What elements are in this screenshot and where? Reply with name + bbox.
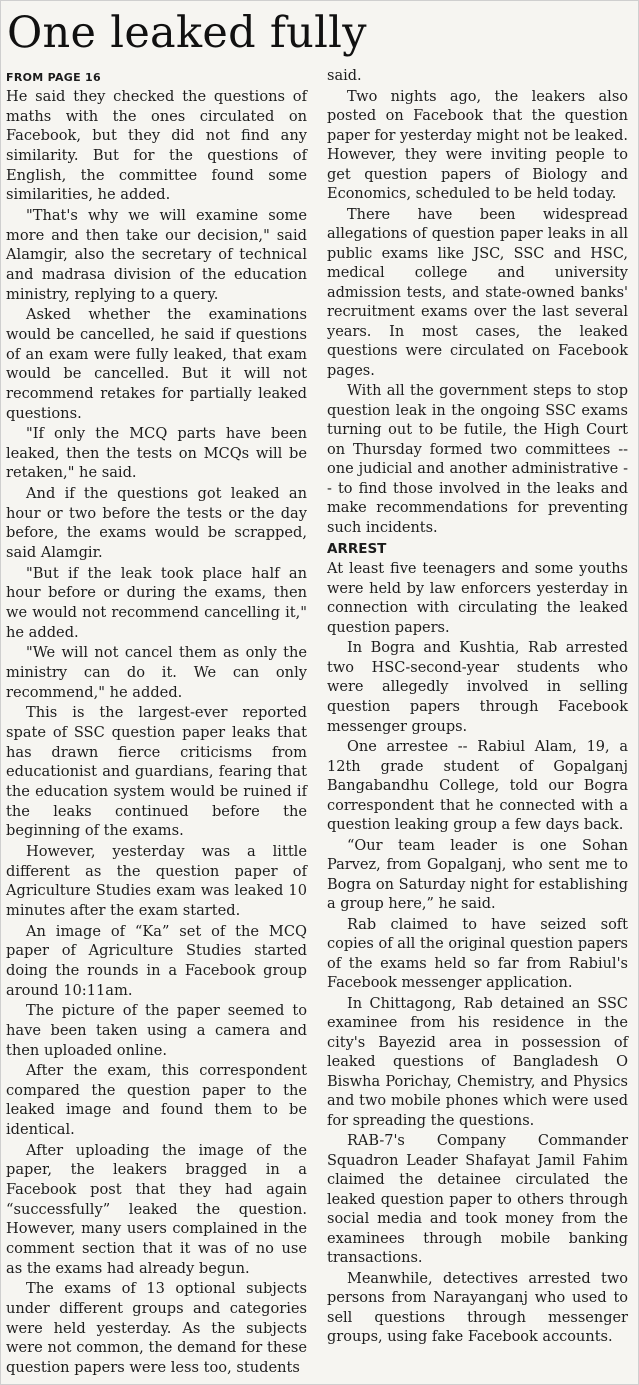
paragraph: One arrestee -- Rabiul Alam, 19, a 12th grade student of Gopalganj Bangabandhu College, told our Bogra correspondent that he connected with a question leaking group a few days back. xyxy=(327,739,628,834)
paragraph: "If only the MCQ parts have been leaked, then the tests on MCQs will be retaken," he said. xyxy=(6,425,307,482)
paragraph: In Bogra and Kushtia, Rab arrested two HSC-second-year students who were allegedly involved in selling question papers through Facebook messenger groups. xyxy=(327,640,628,735)
paragraph: There have been widespread allegations of question paper leaks in all public exams like JSC, SSC and HSC, medical college and university admission tests, and state-owned banks' recruitment exams over the last several years. In most cases, the leaked questions were circulated on Facebook pages. xyxy=(327,206,628,379)
paragraph: Two nights ago, the leakers also posted on Facebook that the question paper for yesterday might not be leaked. However, they were inviting people to get question papers of Biology and Economics, scheduled to be held today. xyxy=(327,88,628,203)
paragraph: He said they checked the questions of maths with the ones circulated on Facebook, but they did not find any similarity. But for the questions of English, the committee found some similarities, he added. xyxy=(6,88,307,204)
paragraph: The picture of the paper seemed to have been taken using a camera and then uploaded online. xyxy=(6,1002,307,1059)
paragraph: With all the government steps to stop question leak in the ongoing SSC exams turning out to be futile, the High Court on Thursday formed two committees -- one judicial and another administrative -- to find those involved in the leaks and make recommendations for preventing such incidents. xyxy=(327,383,628,536)
paragraph: Asked whether the examinations would be cancelled, he said if questions of an exam were fully leaked, that exam would be cancelled. But it will not recommend retakes for partially leaked questions. xyxy=(6,306,307,422)
paragraph-continued: said. xyxy=(327,68,362,84)
paragraph: "That's why we will examine some more and then take our decision," said Alamgir, also the secretary of technical and madrasa division of the education ministry, replying to a query. xyxy=(6,206,307,303)
right-column xyxy=(327,67,628,1349)
paragraph: In Chittagong, Rab detained an SSC examinee from his residence in the city's Bayezid area in possession of leaked questions of Bangladesh O Biswha Porichay, Chemistry, and Physics and two mobile phones which were used for spreading the questions. xyxy=(327,995,628,1129)
paragraph: “Our team leader is one Sohan Parvez, from Gopalganj, who sent me to Bogra on Saturday night for establishing a group here,” he said. xyxy=(327,837,628,913)
paragraph: Meanwhile, detectives arrested two persons from Narayanganj who used to sell questions through messenger groups, using fake Facebook accounts. xyxy=(327,1270,628,1346)
paragraph: However, yesterday was a little different as the question paper of Agriculture Studies exam was leaked 10 minutes after the exam started. xyxy=(6,842,307,919)
paragraph: RAB-7's Company Commander Squadron Leader Shafayat Jamil Fahim claimed the detainee circulated the leaked question paper to others through social media and took money from the examinees through mobile banking transactions. xyxy=(327,1133,628,1267)
paragraph: After the exam, this correspondent compared the question paper to the leaked image and found them to be identical. xyxy=(6,1062,307,1139)
continuation-dateline: FROM PAGE 16 xyxy=(6,71,101,84)
paragraph: The exams of 13 optional subjects under different groups and categories were held yesterday. As the subjects were not common, the demand for these question papers were less too, students xyxy=(6,1280,307,1376)
headline: One leaked fully xyxy=(7,8,367,58)
paragraph: Rab claimed to have seized soft copies of all the original question papers of the exams held so far from Rabiul's Facebook messenger application. xyxy=(327,916,628,992)
paragraph: This is the largest-ever reported spate of SSC question paper leaks that has drawn fierce criticisms from educationist and guardians, fearing that the education system would be ruined if the leaks continued before the beginning of the exams. xyxy=(6,704,307,840)
paragraph: An image of “Ka” set of the MCQ paper of Agriculture Studies started doing the rounds in a Facebook group around 10:11am. xyxy=(6,922,307,999)
left-column xyxy=(6,69,307,1379)
paragraph: After uploading the image of the paper, the leakers bragged in a Facebook post that they had again “successfully” leaked the question. However, many users complained in the comment section that it was of no use as the exams had already begun. xyxy=(6,1141,307,1277)
paragraph: "We will not cancel them as only the ministry can do it. We can only recommend," he added. xyxy=(6,644,307,701)
paragraph: At least five teenagers and some youths were held by law enforcers yesterday in connection with circulating the leaked question papers. xyxy=(327,561,628,636)
paragraph: "But if the leak took place half an hour before or during the exams, then we would not recommend cancelling it," he added. xyxy=(6,564,307,641)
paragraph: And if the questions got leaked an hour or two before the tests or the day before, the exams would be scrapped, said Alamgir. xyxy=(6,485,307,562)
subhead-arrest: ARREST xyxy=(327,541,387,558)
